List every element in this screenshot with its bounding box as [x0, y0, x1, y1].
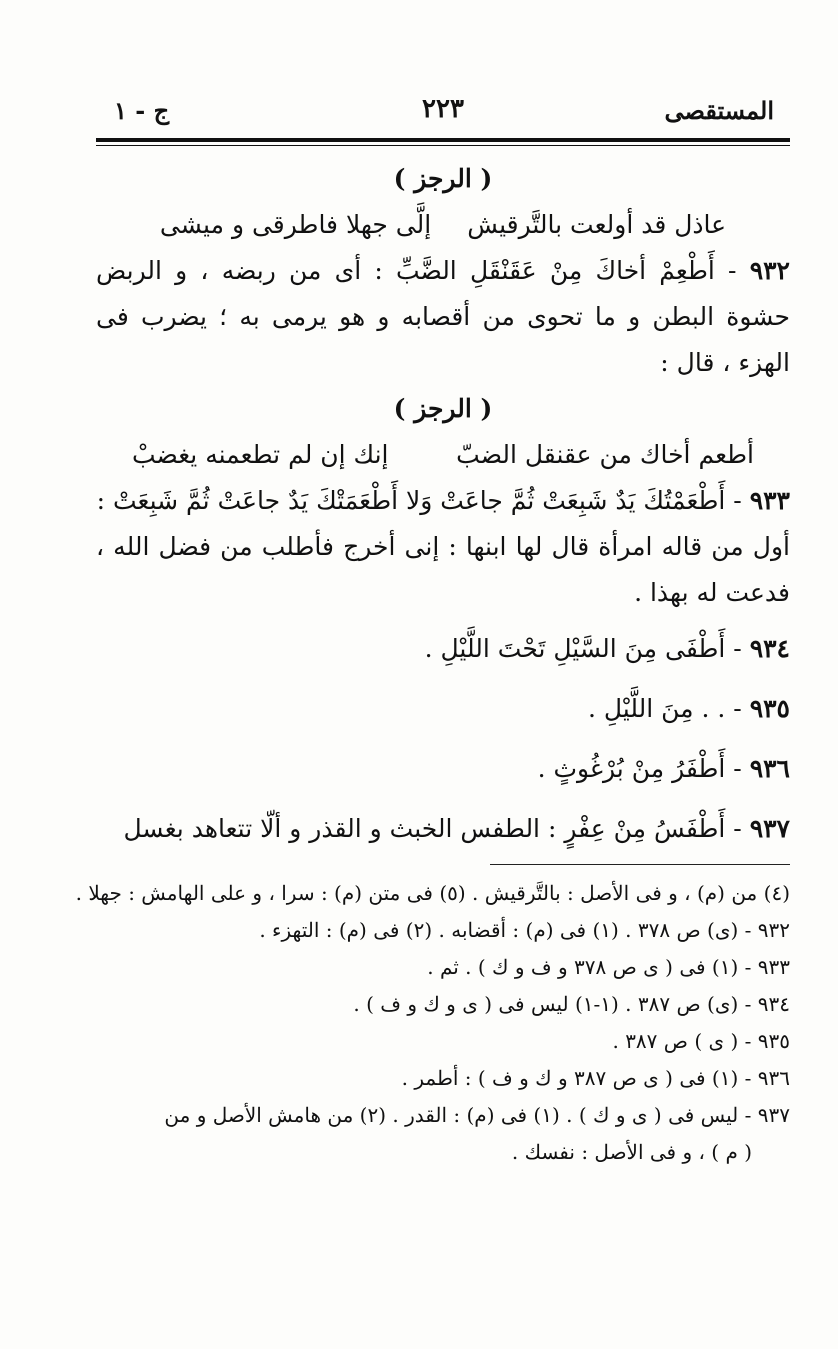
footnotes — [75, 875, 790, 1171]
footnote-rule — [490, 864, 790, 865]
entry-number: ٩٣٦ — [749, 754, 790, 783]
proverb-entry — [96, 686, 790, 732]
verse-hemistich: أطعم أخاك من عقنقل الضبّ — [456, 440, 754, 469]
page-header — [96, 88, 790, 134]
proverb-entry — [96, 248, 790, 386]
meter-label: ( الرجز ) — [393, 164, 493, 193]
entry-number: ٩٣٥ — [749, 694, 790, 723]
entry-text: - أَطْفَرُ مِنْ بُرْغُوثٍ . — [537, 754, 742, 783]
header-rule-thick — [96, 138, 790, 142]
verse-hemistich: إلَّى جهلا فاطرقى و ميشى — [159, 210, 432, 239]
footnote-line: ٩٣٦ - (١) فى ( ى ص ٣٨٧ و ك و ف ) : أطمر . — [401, 1066, 790, 1090]
footnote-line: ٩٣٧ - ليس فى ( ى و ك ) . (١) فى (م) : القدر . (٢) من هامش الأصل و من — [164, 1103, 790, 1127]
entry-number: ٩٣٤ — [749, 634, 790, 663]
footnote-line: ٩٣٤ - (ى) ص ٣٨٧ . (١-١) ليس فى ( ى و ك و ف ) . — [353, 992, 790, 1016]
entry-number: ٩٣٢ — [749, 256, 790, 285]
entry-text: - أَطْفَى مِنَ السَّيْلِ تَحْتَ اللَّيْلِ . — [424, 634, 742, 663]
footnote-line: (٤) من (م) ، و فى الأصل : بالتَّرقيش . (٥) فى متن (م) : سرا ، و على الهامش : جهلا . — [75, 881, 790, 905]
proverb-entry — [96, 626, 790, 672]
book-title: المستقصى — [664, 96, 774, 125]
footnote-line: ٩٣٥ - ( ى ) ص ٣٨٧ . — [612, 1029, 790, 1053]
entry-number: ٩٣٣ — [749, 486, 790, 515]
main-text — [96, 156, 790, 852]
verse-hemistich: إنك إن لم تطعمنه يغضبْ — [132, 440, 389, 469]
volume-label: ج - ١ — [114, 96, 170, 125]
entry-note: أول من قاله امرأة قال لها ابنها : إنى أخرج فأطلب من فضل الله ، فدعت له بهذا . — [96, 532, 790, 607]
entry-text: - أَطْعِمْ أخاكَ مِنْ عَقَنْقَلِ الضَّبِّ : أى من ربضه ، و الربض حشوة البطن و ما تحوى من أقصابه و هو يرمى به ؛ يضرب فى الهزء ، قال : — [96, 256, 790, 377]
verse-line — [96, 202, 790, 248]
header-rule-thin — [96, 145, 790, 146]
entry-text: - أَطْعَمْتُكَ يَدٌ شَبِعَتْ ثُمَّ جاعَتْ وَلا أَطْعَمَتْكَ يَدٌ جاعَتْ ثُمَّ شَبِعَتْ : — [96, 486, 742, 515]
proverb-entry — [96, 746, 790, 792]
page-number: ٢٢٣ — [422, 94, 464, 124]
verse-line — [96, 432, 790, 478]
entry-number: ٩٣٧ — [749, 814, 790, 843]
entry-text: - أَطْفَسُ مِنْ عِفْرٍ : الطفس الخبث و القذر و ألّا تتعاهد بغسل — [123, 814, 742, 843]
verse-hemistich: عاذل قد أولعت بالتَّرقيش — [467, 210, 727, 239]
meter-label: ( الرجز ) — [393, 394, 493, 423]
entry-text: - . . مِنَ اللَّيْلِ . — [587, 694, 742, 723]
footnote-line: ٩٣٣ - (١) فى ( ى ص ٣٧٨ و ف و ك ) . ثم . — [427, 955, 790, 979]
footnote-line: ٩٣٢ - (ى) ص ٣٧٨ . (١) فى (م) : أقضابه . (٢) فى (م) : التهزء . — [259, 918, 790, 942]
proverb-entry — [96, 478, 790, 524]
footnote-line: ( م ) ، و فى الأصل : نفسك . — [511, 1140, 752, 1164]
proverb-entry — [96, 806, 790, 852]
